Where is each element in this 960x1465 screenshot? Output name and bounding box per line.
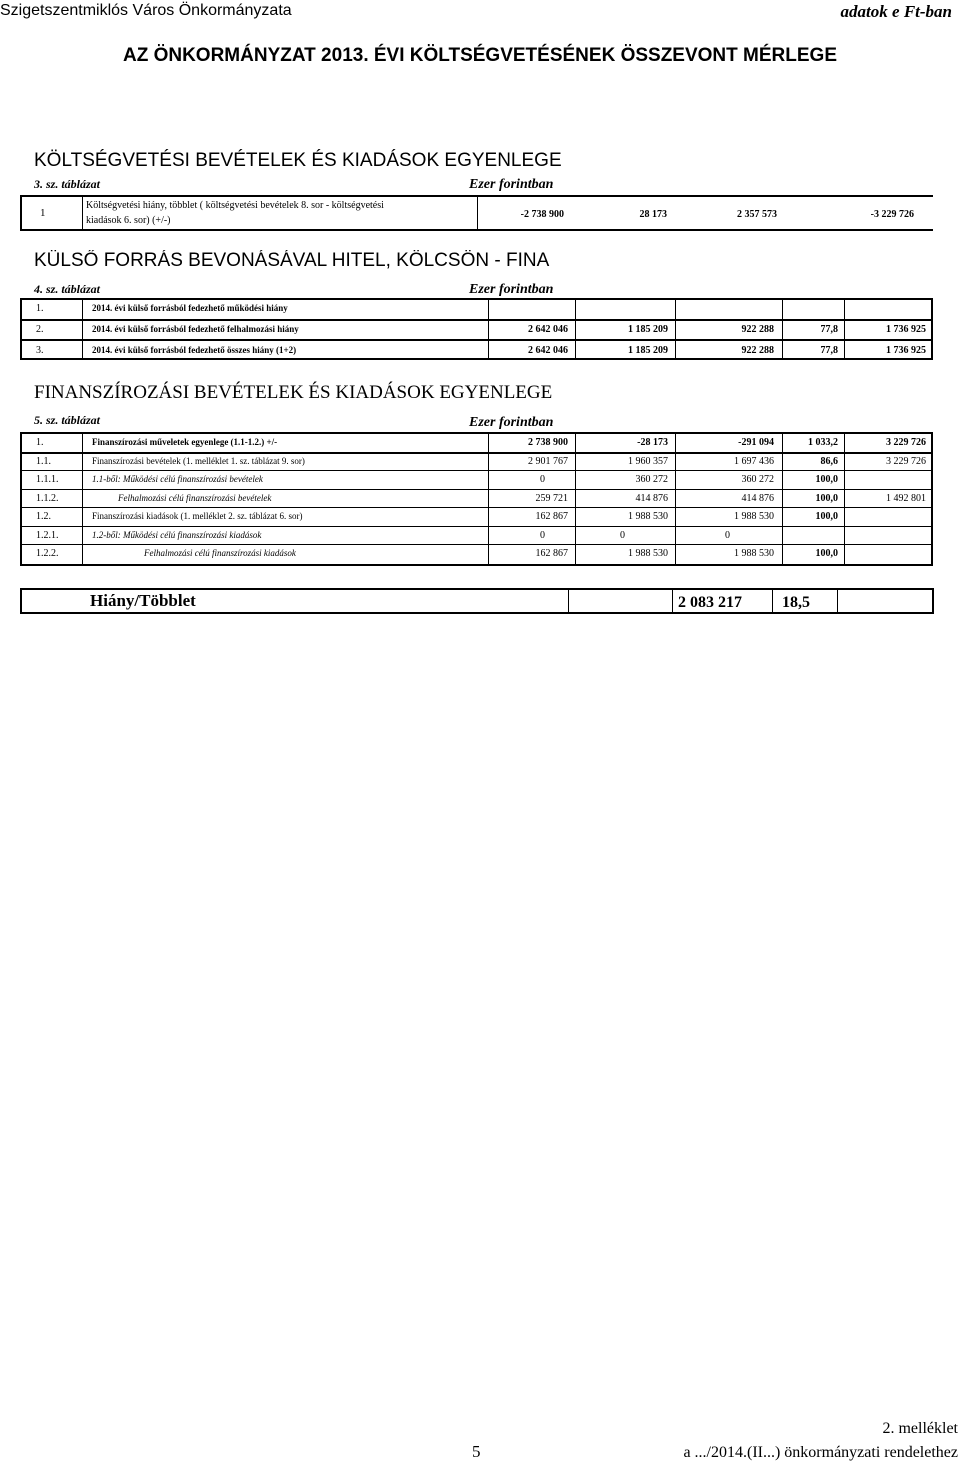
row-description-line1: Költségvetési hiány, többlet ( költségvetési bevételek 8. sor - költségvetési — [86, 200, 384, 211]
section3-row — [20, 195, 933, 231]
section5-table: 1. Finanszírozási műveletek egyenlege (1.1-1.2.) +/- 2 738 900 -28 173 -291 094 1 033,2 3 229 726 1.1. Finanszírozási bevételek (1. melléklet 1. sz. táblázat 9. sor) 2 901 767 1 960 357 1 697 436 86,6 3 229 726 1.1.1. 1.1-ből: Működési célú finanszírozási bevételek 0 360 272 360 272 100,0 1.1.2. Felhalmozási célú finanszírozási bevételek 259 721 414 876 414 876 100,0 1 492 801 1.2. Finanszírozási kiadások (1. melléklet 2. sz. táblázat 6. sor) 162 867 1 988 530 1 988 530 100,0 1.2.1. 1.2-ből: Működési célú finanszírozási kiadások 0 0 0 1.2.2. Felhalmozási célú finanszírozási kiadások 162 867 1 988 530 1 988 530 100,0 — [20, 432, 933, 566]
section4-title: KÜLSŐ FORRÁS BEVONÁSÁVAL HITEL, KÖLCSÖN - FINA — [34, 250, 550, 271]
summary-value: 2 083 217 — [678, 594, 742, 611]
unit-note: adatok e Ft-ban — [840, 2, 952, 21]
section4-table-label: 4. sz. táblázat — [34, 282, 101, 296]
section5-table-label: 5. sz. táblázat — [34, 413, 101, 427]
row-description-line2: kiadások 6. sor) (+/-) — [86, 215, 171, 226]
row-number: 1 — [40, 207, 46, 219]
section5-unit: Ezer forintban — [469, 415, 554, 430]
section4-table: 1. 2014. évi külső forrásból fedezhető működési hiány 2. 2014. évi külső forrásból fedezhető felhalmozási hiány 2 642 046 1 185 209 922 288 77,8 1 736 925 3. 2014. évi külső forrásból fedezhető összes hiány (1+2) 2 642 046 1 185 209 922 288 77,8 1 736 925 — [20, 298, 933, 360]
summary-label: Hiány/Többlet — [90, 591, 196, 610]
value-1: -2 738 900 — [520, 209, 564, 220]
decree-reference: a .../2014.(II...) önkormányzati rendelethez — [683, 1444, 958, 1461]
value-3: 2 357 573 — [737, 209, 777, 220]
summary-box — [20, 588, 934, 614]
page-number: 5 — [472, 1442, 481, 1461]
section4-unit: Ezer forintban — [469, 282, 554, 297]
value-2: 28 173 — [639, 209, 667, 220]
section3-unit: Ezer forintban — [469, 177, 554, 192]
section3-title: KÖLTSÉGVETÉSI BEVÉTELEK ÉS KIADÁSOK EGYENLEGE — [34, 150, 562, 171]
organization-name: Szigetszentmiklós Város Önkormányzata — [0, 2, 292, 19]
annex-label: 2. melléklet — [882, 1420, 958, 1437]
summary-percent: 18,5 — [782, 594, 810, 611]
value-4: -3 229 726 — [870, 209, 914, 220]
section5-title: FINANSZÍROZÁSI BEVÉTELEK ÉS KIADÁSOK EGYENLEGE — [34, 382, 553, 403]
page-title: AZ ÖNKORMÁNYZAT 2013. ÉVI KÖLTSÉGVETÉSÉNEK ÖSSZEVONT MÉRLEGE — [122, 45, 837, 66]
section3-table-label: 3. sz. táblázat — [34, 177, 101, 191]
